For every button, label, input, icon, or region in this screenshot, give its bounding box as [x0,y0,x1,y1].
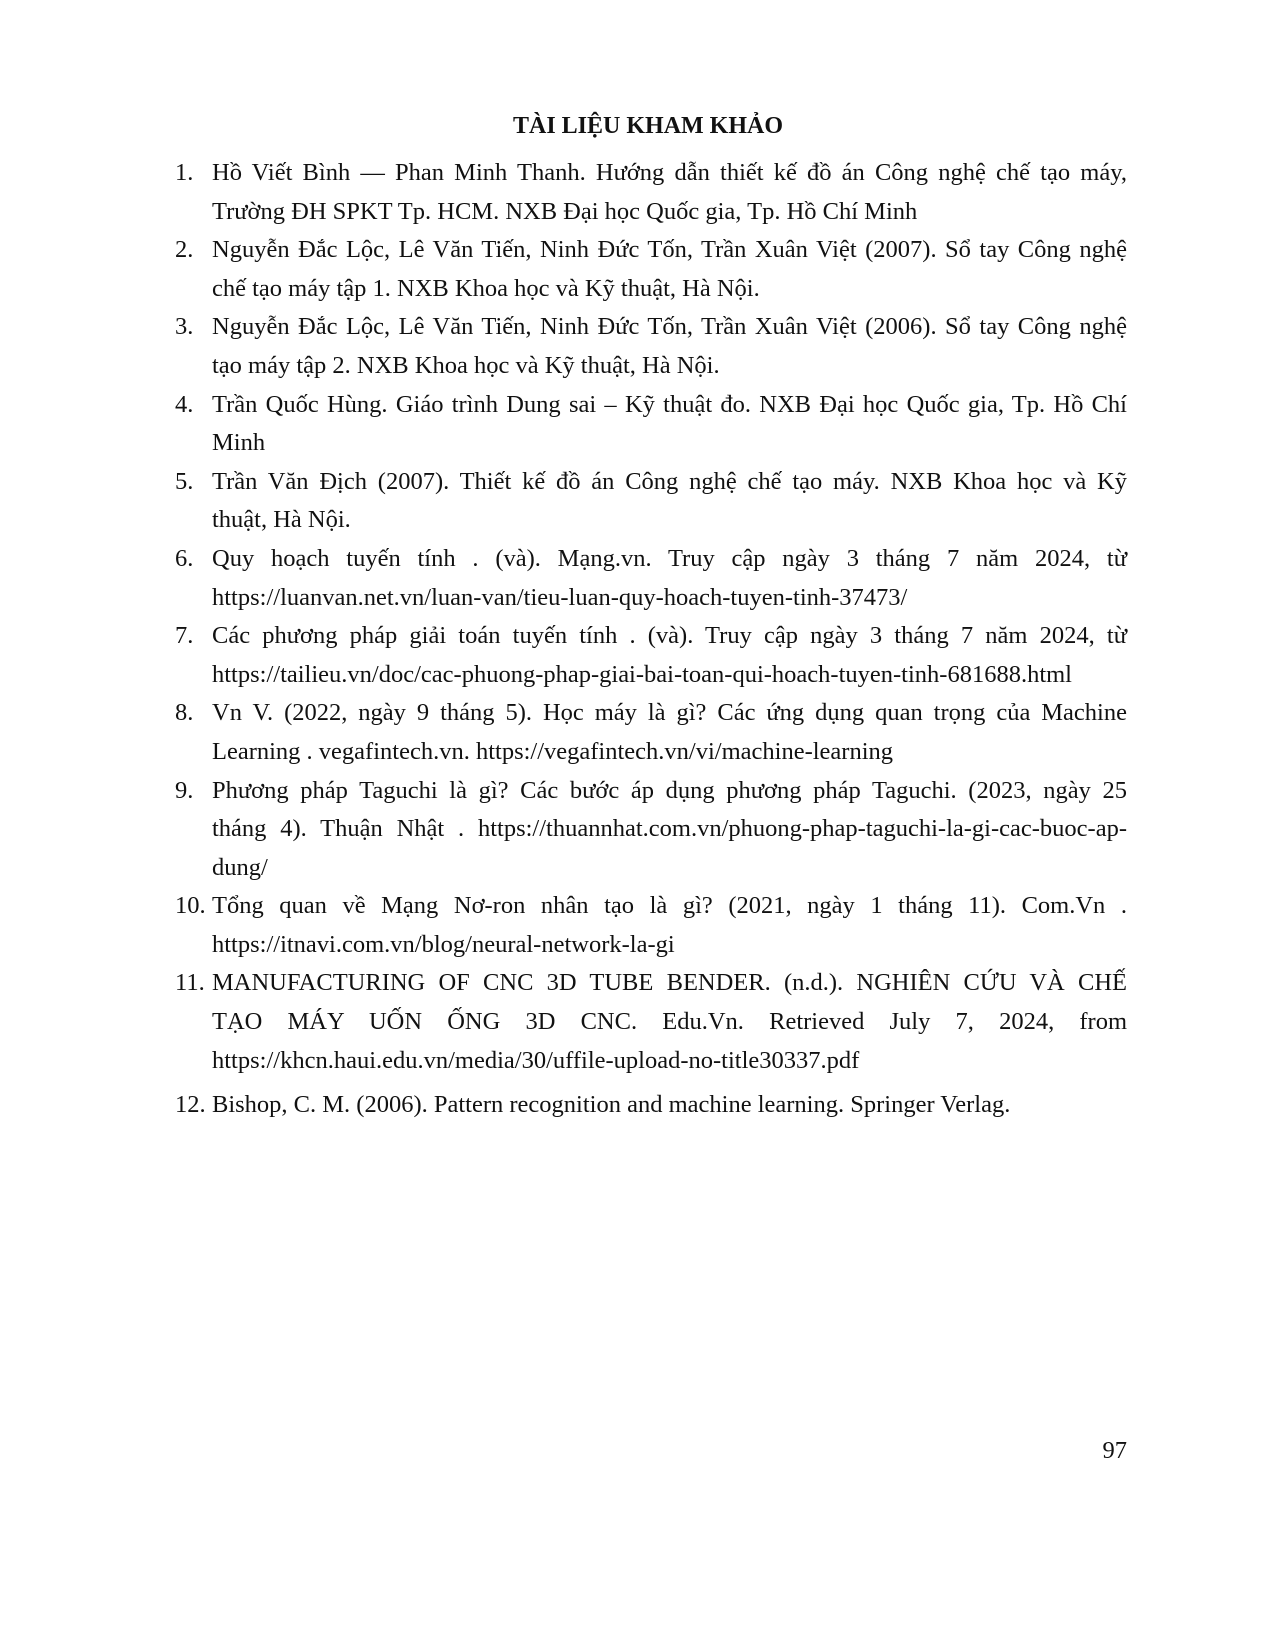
reference-number: 12. [175,1091,206,1119]
reference-text-line: Quy hoạch tuyến tính . (và). Mạng.vn. Truy cập ngày 3 tháng 7 năm 2024, từ [212,544,1127,572]
reference-text-line: Nguyễn Đắc Lộc, Lê Văn Tiến, Ninh Đức Tốn, Trần Xuân Việt (2007). Sổ tay Công nghệ [212,236,1127,264]
reference-item [175,308,1127,385]
reference-text-line: https://luanvan.net.vn/luan-van/tieu-luan-quy-hoach-tuyen-tinh-37473/ [212,583,908,611]
reference-text-line: Trần Quốc Hùng. Giáo trình Dung sai – Kỹ thuật đo. NXB Đại học Quốc gia, Tp. Hồ Chí [212,390,1127,418]
reference-item [175,964,1127,1080]
reference-text-line: https://tailieu.vn/doc/cac-phuong-phap-giai-bai-toan-qui-hoach-tuyen-tinh-681688.html [212,660,1072,688]
reference-text-line: tạo máy tập 2. NXB Khoa học và Kỹ thuật, Hà Nội. [212,351,720,379]
reference-number: 6. [175,544,194,572]
reference-number: 7. [175,622,194,650]
reference-number: 2. [175,236,194,264]
reference-item [175,887,1127,964]
reference-text-line: Bishop, C. M. (2006). Pattern recognition and machine learning. Springer Verlag. [212,1091,1011,1119]
reference-text-line: TẠO MÁY UỐN ỐNG 3D CNC. Edu.Vn. Retrieved July 7, 2024, from [212,1008,1127,1036]
reference-item [175,463,1127,540]
reference-text-line: tháng 4). Thuận Nhật . https://thuannhat.com.vn/phuong-phap-taguchi-la-gi-cac-buoc-ap- [212,815,1127,843]
reference-text-line: thuật, Hà Nội. [212,506,351,534]
reference-item [175,1086,1127,1125]
reference-text-line: Vn V. (2022, ngày 9 tháng 5). Học máy là gì? Các ứng dụng quan trọng của Machine [212,699,1127,727]
reference-text-line: Trường ĐH SPKT Tp. HCM. NXB Đại học Quốc gia, Tp. Hồ Chí Minh [212,197,918,225]
reference-text-line: dung/ [212,853,268,881]
page-title: TÀI LIỆU KHAM KHẢO [512,113,784,139]
reference-item [175,772,1127,888]
reference-number: 8. [175,699,194,727]
reference-item [175,694,1127,771]
reference-number: 9. [175,776,194,804]
reference-text-line: Minh [212,429,266,457]
page-number: 97 [1102,1437,1127,1464]
reference-item [175,154,1127,231]
reference-text-line: https://itnavi.com.vn/blog/neural-network-la-gi [212,930,675,958]
reference-number: 1. [175,159,194,186]
reference-text-line: Learning . vegafintech.vn. https://vegafintech.vn/vi/machine-learning [212,737,893,765]
reference-item [175,617,1127,694]
reference-text-line: Tổng quan về Mạng Nơ-ron nhân tạo là gì? (2021, ngày 1 tháng 11). Com.Vn . [212,892,1127,920]
reference-text-line: MANUFACTURING OF CNC 3D TUBE BENDER. (n.d.). NGHIÊN CỨU VÀ CHẾ [212,969,1127,997]
reference-number: 4. [175,390,194,418]
reference-number: 5. [175,467,194,495]
reference-item [175,540,1127,617]
reference-text-line: chế tạo máy tập 1. NXB Khoa học và Kỹ thuật, Hà Nội. [212,274,760,302]
reference-list [175,154,1127,1125]
reference-text-line: https://khcn.haui.edu.vn/media/30/uffile-upload-no-title30337.pdf [212,1046,860,1074]
reference-item [175,386,1127,463]
reference-number: 3. [175,313,194,341]
reference-text-line: Hồ Viết Bình — Phan Minh Thanh. Hướng dẫn thiết kế đồ án Công nghệ chế tạo máy, [212,159,1127,186]
reference-text-line: Các phương pháp giải toán tuyến tính . (và). Truy cập ngày 3 tháng 7 năm 2024, từ [212,622,1127,650]
reference-number: 11. [175,969,205,997]
reference-text-line: Nguyễn Đắc Lộc, Lê Văn Tiến, Ninh Đức Tốn, Trần Xuân Việt (2006). Sổ tay Công nghệ [212,313,1127,341]
reference-number: 10. [175,892,206,920]
reference-text-line: Trần Văn Địch (2007). Thiết kế đồ án Công nghệ chế tạo máy. NXB Khoa học và Kỹ [212,467,1127,495]
reference-text-line: Phương pháp Taguchi là gì? Các bước áp dụng phương pháp Taguchi. (2023, ngày 25 [212,776,1127,804]
reference-item [175,231,1127,308]
